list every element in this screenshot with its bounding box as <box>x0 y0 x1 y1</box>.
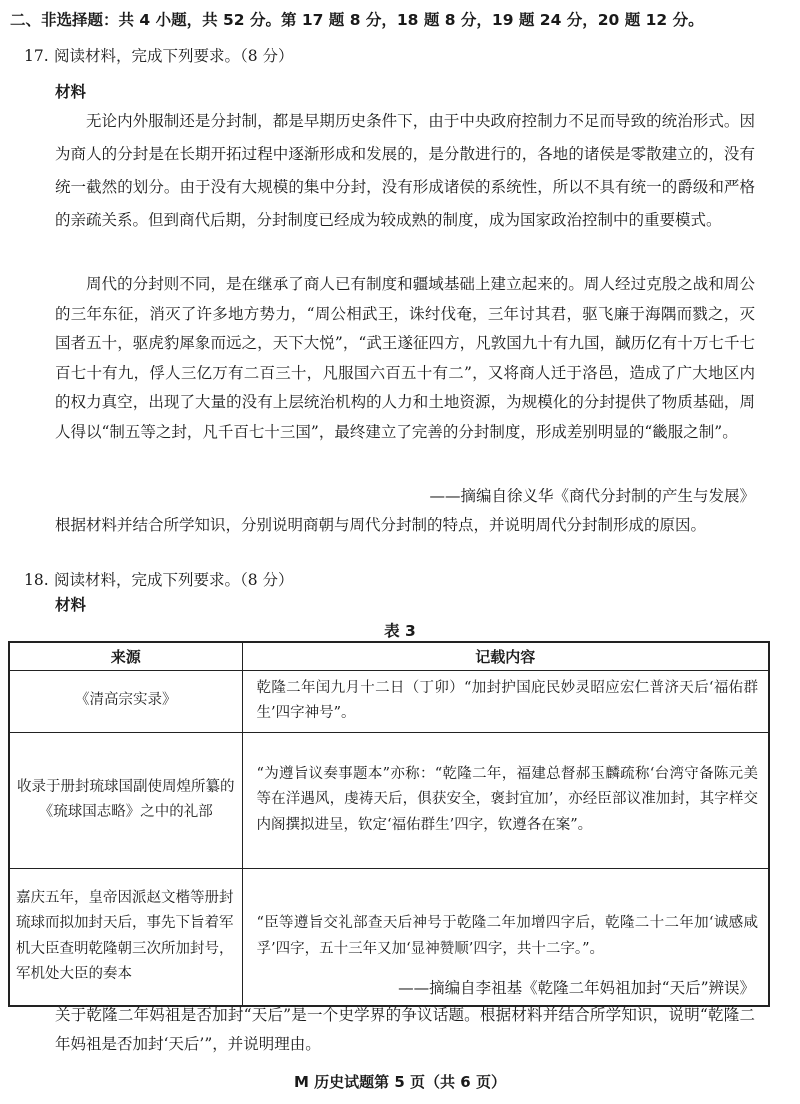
table-cell-content: “臣等遵旨交礼部查天后神号于乾隆二年加增四字后，乾隆二十二年加‘诚感咸孚’四字，五十三年又加‘显神赞顺’四字，共十二字。”。 <box>242 868 769 1006</box>
q17-title-line <box>24 44 294 66</box>
q18-material-label: 材料 <box>55 596 87 614</box>
q17-source: ——摘编自徐义华《商代分封制的产生与发展》 <box>429 487 755 505</box>
q17-paragraph-2: 周代的分封则不同，是在继承了商人已有制度和疆域基础上建立起来的。周人经过克殷之战和周公的三年东征，消灭了许多地方势力，“周公相武王，诛纣伐奄，三年讨其君，驱飞廉于海隅而戮之，灭国者五十，驱虎豹犀象而远之，天下大悦”，“武王遂征四方，凡敦国九十有九国，馘历亿有十万七千七百七十有九，俘人三亿万有二百三十，凡服国六百五十有二”，又将商人迁于洛邑，造成了广大地区内的权力真空，出现了大量的没有上层统治机构的人力和土地资源，为规模化的分封提供了物质基础，周人得以“制五等之封，凡千百七十三国”，最终建立了完善的分封制度，形成差别明显的“畿服之制”。 <box>55 275 755 441</box>
q17-question: 根据材料并结合所学知识，分别说明商朝与周代分封制的特点，并说明周代分封制形成的原因。 <box>55 516 707 534</box>
q17-material-label: 材料 <box>55 83 87 101</box>
q18-title-line <box>24 568 294 590</box>
q18-number: 18. <box>24 571 49 589</box>
table-caption: 表 3 <box>384 622 416 640</box>
q17-paragraph-1: 无论内外服制还是分封制，都是早期历史条件下，由于中央政府控制力不足而导致的统治形式。因为商人的分封是在长期开拓过程中逐渐形成和发展的，是分散进行的，各地的诸侯是零散建立的，没有统一截然的划分。由于没有大规模的集中分封，没有形成诸侯的系统性，所以不具有统一的爵级和严格的亲疏关系。但到商代后期，分封制度已经成为较成熟的制度，成为国家政治控制中的重要模式。 <box>55 112 755 229</box>
table-cell-source: 《清高宗实录》 <box>9 670 242 732</box>
table-row <box>9 732 769 868</box>
table-cell-content: “为遵旨议奏事题本”亦称：“乾隆二年，福建总督郝玉麟疏称‘台湾守备陈元美等在洋遇风，虔祷天后，俱获安全，褒封宜加’，亦经臣部议准加封，其字样交内阁撰拟进呈，钦定‘福佑群生’四字，钦遵各在案”。 <box>242 732 769 868</box>
q18-title: 阅读材料，完成下列要求。（8 分） <box>54 571 294 589</box>
q17-title: 阅读材料，完成下列要求。（8 分） <box>54 47 294 65</box>
q18-source: ——摘编自李祖基《乾隆二年妈祖加封“天后”辨误》 <box>398 979 755 997</box>
table-header-content: 记载内容 <box>242 642 769 670</box>
table-cell-source: 收录于册封琉球国副使周煌所纂的《琉球国志略》之中的礼部 <box>9 732 242 868</box>
page-footer: M 历史试题第 5 页（共 6 页） <box>294 1073 506 1091</box>
records-table <box>8 641 770 1007</box>
table-row <box>9 670 769 732</box>
section-heading: 二、非选择题：共 4 小题，共 52 分。第 17 题 8 分，18 题 8 分，19 题 24 分，20 题 12 分。 <box>10 11 704 29</box>
q17-number: 17. <box>24 47 49 65</box>
table-cell-content: 乾隆二年闰九月十二日（丁卯）“加封护国庇民妙灵昭应宏仁普济天后‘福佑群生’四字神号”。 <box>242 670 769 732</box>
table-header-row <box>9 642 769 670</box>
q18-question: 关于乾隆二年妈祖是否加封“天后”是一个史学界的争议话题。根据材料并结合所学知识，说明“乾隆二年妈祖是否加封‘天后’”，并说明理由。 <box>55 1006 755 1053</box>
table-cell-source: 嘉庆五年，皇帝因派赵文楷等册封琉球而拟加封天后，事先下旨着军机大臣查明乾隆朝三次所加封号，军机处大臣的奏本 <box>9 868 242 1006</box>
table-header-source: 来源 <box>9 642 242 670</box>
